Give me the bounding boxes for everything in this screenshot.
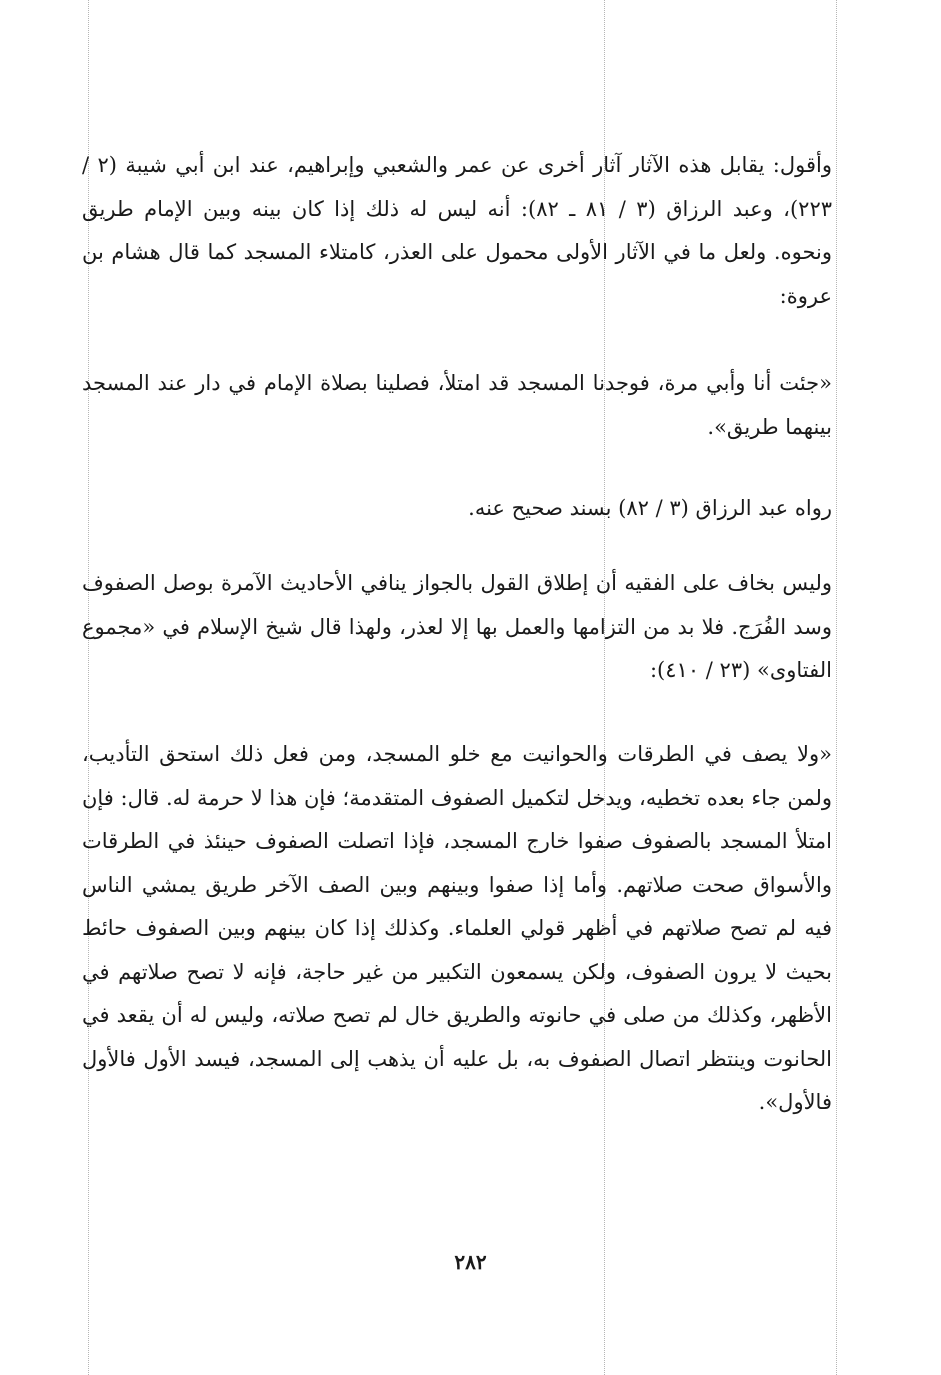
paragraph-shaykh-quote: «ولا يصف في الطرقات والحوانيت مع خلو المسجد، ومن فعل ذلك استحق التأديب، ولمن جاء بعده تخطيه، ويدخل لتكميل الصفوف المتقدمة؛ فإن هذا لا حرمة له. قال: فإن امتلأ المسجد بالصفوف صفوا خارج المسجد، فإذا اتصلت الصفوف حينئذ في الطرقات والأسواق صحت صلاتهم. وأما إذا صفوا وبينهم وبين الصف الآخر طريق يمشي الناس فيه لم تصح صلاتهم في أظهر قولي العلماء. وكذلك إذا كان بينهم وبين الصفوف حائط بحيث لا يرون الصفوف، ولكن يسمعون التكبير من غير حاجة، فإنه لا تصح صلاتهم في الأظهر، وكذلك من صلى في حانوته والطريق خال لم تصح صلاته، وليس له أن يقعد في الحانوت وينتظر اتصال الصفوف به، بل عليه أن يذهب إلى المسجد، فيسد الأول فالأول فالأول». <box>81 742 832 1114</box>
paragraph-author-comment: وأقول: يقابل هذه الآثار آثار أخرى عن عمر والشعبي وإبراهيم، عند ابن أبي شيبة (٢ / ٢٢٣)، وعبد الرزاق (٣ / ٨١ ـ ٨٢): أنه ليس له ذلك إذا كان بينه وبين الإمام طريق ونحوه. ولعل ما في الآثار الأولى محمول على العذر، كامتلاء المسجد كما قال هشام بن عروة: <box>82 153 833 308</box>
scan-guide-line-right <box>836 0 837 1375</box>
paragraph-narration-source: رواه عبد الرزاق (٣ / ٨٢) بسند صحيح عنه. <box>468 496 832 520</box>
page-number: ٢٨٢ <box>454 1250 487 1274</box>
paragraph-jurist-note: وليس بخاف على الفقيه أن إطلاق القول بالجواز ينافي الأحاديث الآمرة بوصل الصفوف وسد الفُرَج. فلا بد من التزامها والعمل بها إلا لعذر، ولهذا قال شيخ الإسلام في «مجموع الفتاوى» (٢٣ / ٤١٠): <box>82 571 832 682</box>
paragraph-hisham-quote: «جئت أنا وأبي مرة، فوجدنا المسجد قد امتلأ، فصلينا بصلاة الإمام في دار عند المسجد بينهما طريق». <box>82 371 832 439</box>
